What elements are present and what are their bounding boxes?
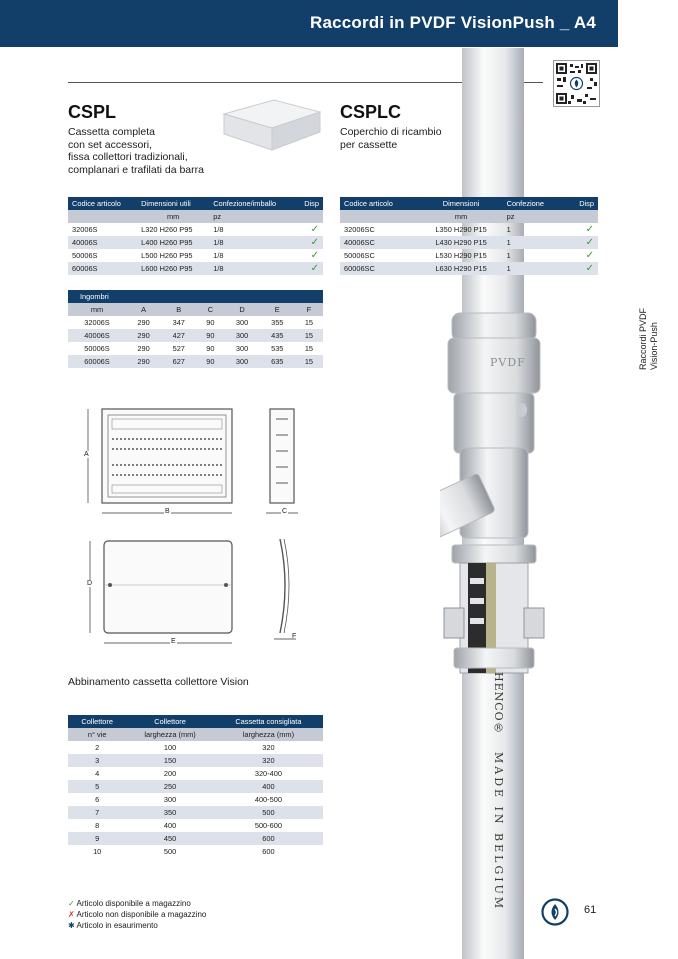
table-row: 9 450 600 xyxy=(68,832,323,845)
asterisk-icon: ✱ xyxy=(68,921,75,930)
csplc-description: Coperchio di ricambio per cassette xyxy=(340,126,442,151)
table-row: 3 150 320 xyxy=(68,754,323,767)
table-row: 60006S L600 H260 P95 1/8 ✓ xyxy=(68,262,323,275)
page-number: 61 xyxy=(584,904,597,916)
henco-logo-icon xyxy=(541,898,569,926)
page-header xyxy=(0,0,618,47)
cspl-table: Codice articolo Dimensioni utili Confezione/imballo Disp mm pz 32006S L320 H260 P95 1/8 ✓ 40006S L400 H260 P95 1/8 ✓ 50006S L500 H260 P95 1/8 ✓ 60006S L600 H260 P95 1/8 ✓ xyxy=(68,197,323,275)
table-row: 7 350 500 xyxy=(68,806,323,819)
table-row: 40006S 290 427 90 300 435 15 xyxy=(68,329,323,342)
dimension-d-label: D xyxy=(87,580,93,587)
ingombri-table: Ingombri mm A B C D E F 32006S 290 347 90 300 355 15 40006S 290 427 90 300 435 15 50006S 290 527 90 300 535 15 60006S 290 627 90 300 635 15 xyxy=(68,290,323,368)
pipe-text-made: MADE IN BELGIUM xyxy=(492,752,505,912)
legend-item: ✱ Articolo in esaurimento xyxy=(68,921,158,930)
table-row: 40006S L400 H260 P95 1/8 ✓ xyxy=(68,236,323,249)
dimension-c-label: C xyxy=(282,508,288,515)
page-title: Raccordi in PVDF VisionPush _ A4 xyxy=(309,13,596,32)
dimension-e-label: E xyxy=(171,638,176,645)
side-section-label: Raccordi PVDF Vision-Push xyxy=(638,307,659,370)
dimension-b-label: B xyxy=(165,508,170,515)
availability-legend xyxy=(68,898,206,931)
table-row: 60006S 290 627 90 300 635 15 xyxy=(68,355,323,368)
table-row: 5 250 400 xyxy=(68,780,323,793)
table-row: 8 400 500-600 xyxy=(95,821,282,830)
legend-item: ✓ Articolo disponibile a magazzino xyxy=(68,899,191,908)
csplc-table: Codice articolo Dimensioni Confezione Disp mm pz 32006SC L350 H290 P15 1 ✓ 40006SC L430 H290 P15 1 ✓ 50006SC L530 H290 P15 1 ✓ 60006SC L630 H290 P15 1 ✓ xyxy=(340,197,598,275)
table-row: 6 300 400-500 xyxy=(95,795,282,804)
table-row: 50006SC L530 H290 P15 1 ✓ xyxy=(344,250,594,261)
table-row: 60006SC L630 H290 P15 1 ✓ xyxy=(340,262,598,275)
csplc-title: CSPLC xyxy=(340,102,402,122)
cspl-title: CSPL xyxy=(68,102,117,122)
cassetta-product-image xyxy=(222,98,322,152)
table-row: 50006S L500 H260 P95 1/8 ✓ xyxy=(72,250,319,261)
dimension-f-label: F xyxy=(292,633,297,640)
table-row: 2 100 320 xyxy=(95,743,275,752)
cross-icon: ✗ xyxy=(68,910,75,919)
table-row: 32006S 290 347 90 300 355 15 xyxy=(84,318,314,327)
table-row: 32006SC L350 H290 P15 1 ✓ xyxy=(344,224,594,235)
table-row: 40006SC L430 H290 P15 1 ✓ xyxy=(340,236,598,249)
lid-front-drawing xyxy=(82,535,242,650)
check-icon: ✓ xyxy=(68,899,75,908)
box-side-drawing xyxy=(264,405,300,520)
dimension-a-label: A xyxy=(84,451,89,458)
pipe-fitting-illustration xyxy=(440,48,580,959)
abbinamento-table: Collettore Collettore Cassetta consigliata n° vie larghezza (mm) larghezza (mm) 2 100 320 3 150 320 4 200 320-400 5 250 400 6 300 400-500 7 350 500 8 400 500-600 9 450 600 10 500 600 xyxy=(68,715,323,858)
table-row: 50006S 290 527 90 300 535 15 xyxy=(84,344,314,353)
cspl-description: Cassetta completa con set accessori, fissa collettori tradizionali, complanari e trafilati da barra xyxy=(68,126,204,176)
table-row: 4 200 320-400 xyxy=(95,769,282,778)
abbinamento-title: Abbinamento cassetta collettore Vision xyxy=(68,676,249,688)
table-row: 10 500 600 xyxy=(93,847,275,856)
box-front-drawing xyxy=(82,405,242,520)
table-row: 32006S L320 H260 P95 1/8 ✓ xyxy=(72,224,319,235)
pipe-text-brand: HENCO® xyxy=(492,672,505,736)
legend-item: ✗ Articolo non disponibile a magazzino xyxy=(68,910,207,919)
pipe-text-pvdf: PVDF xyxy=(490,356,526,369)
